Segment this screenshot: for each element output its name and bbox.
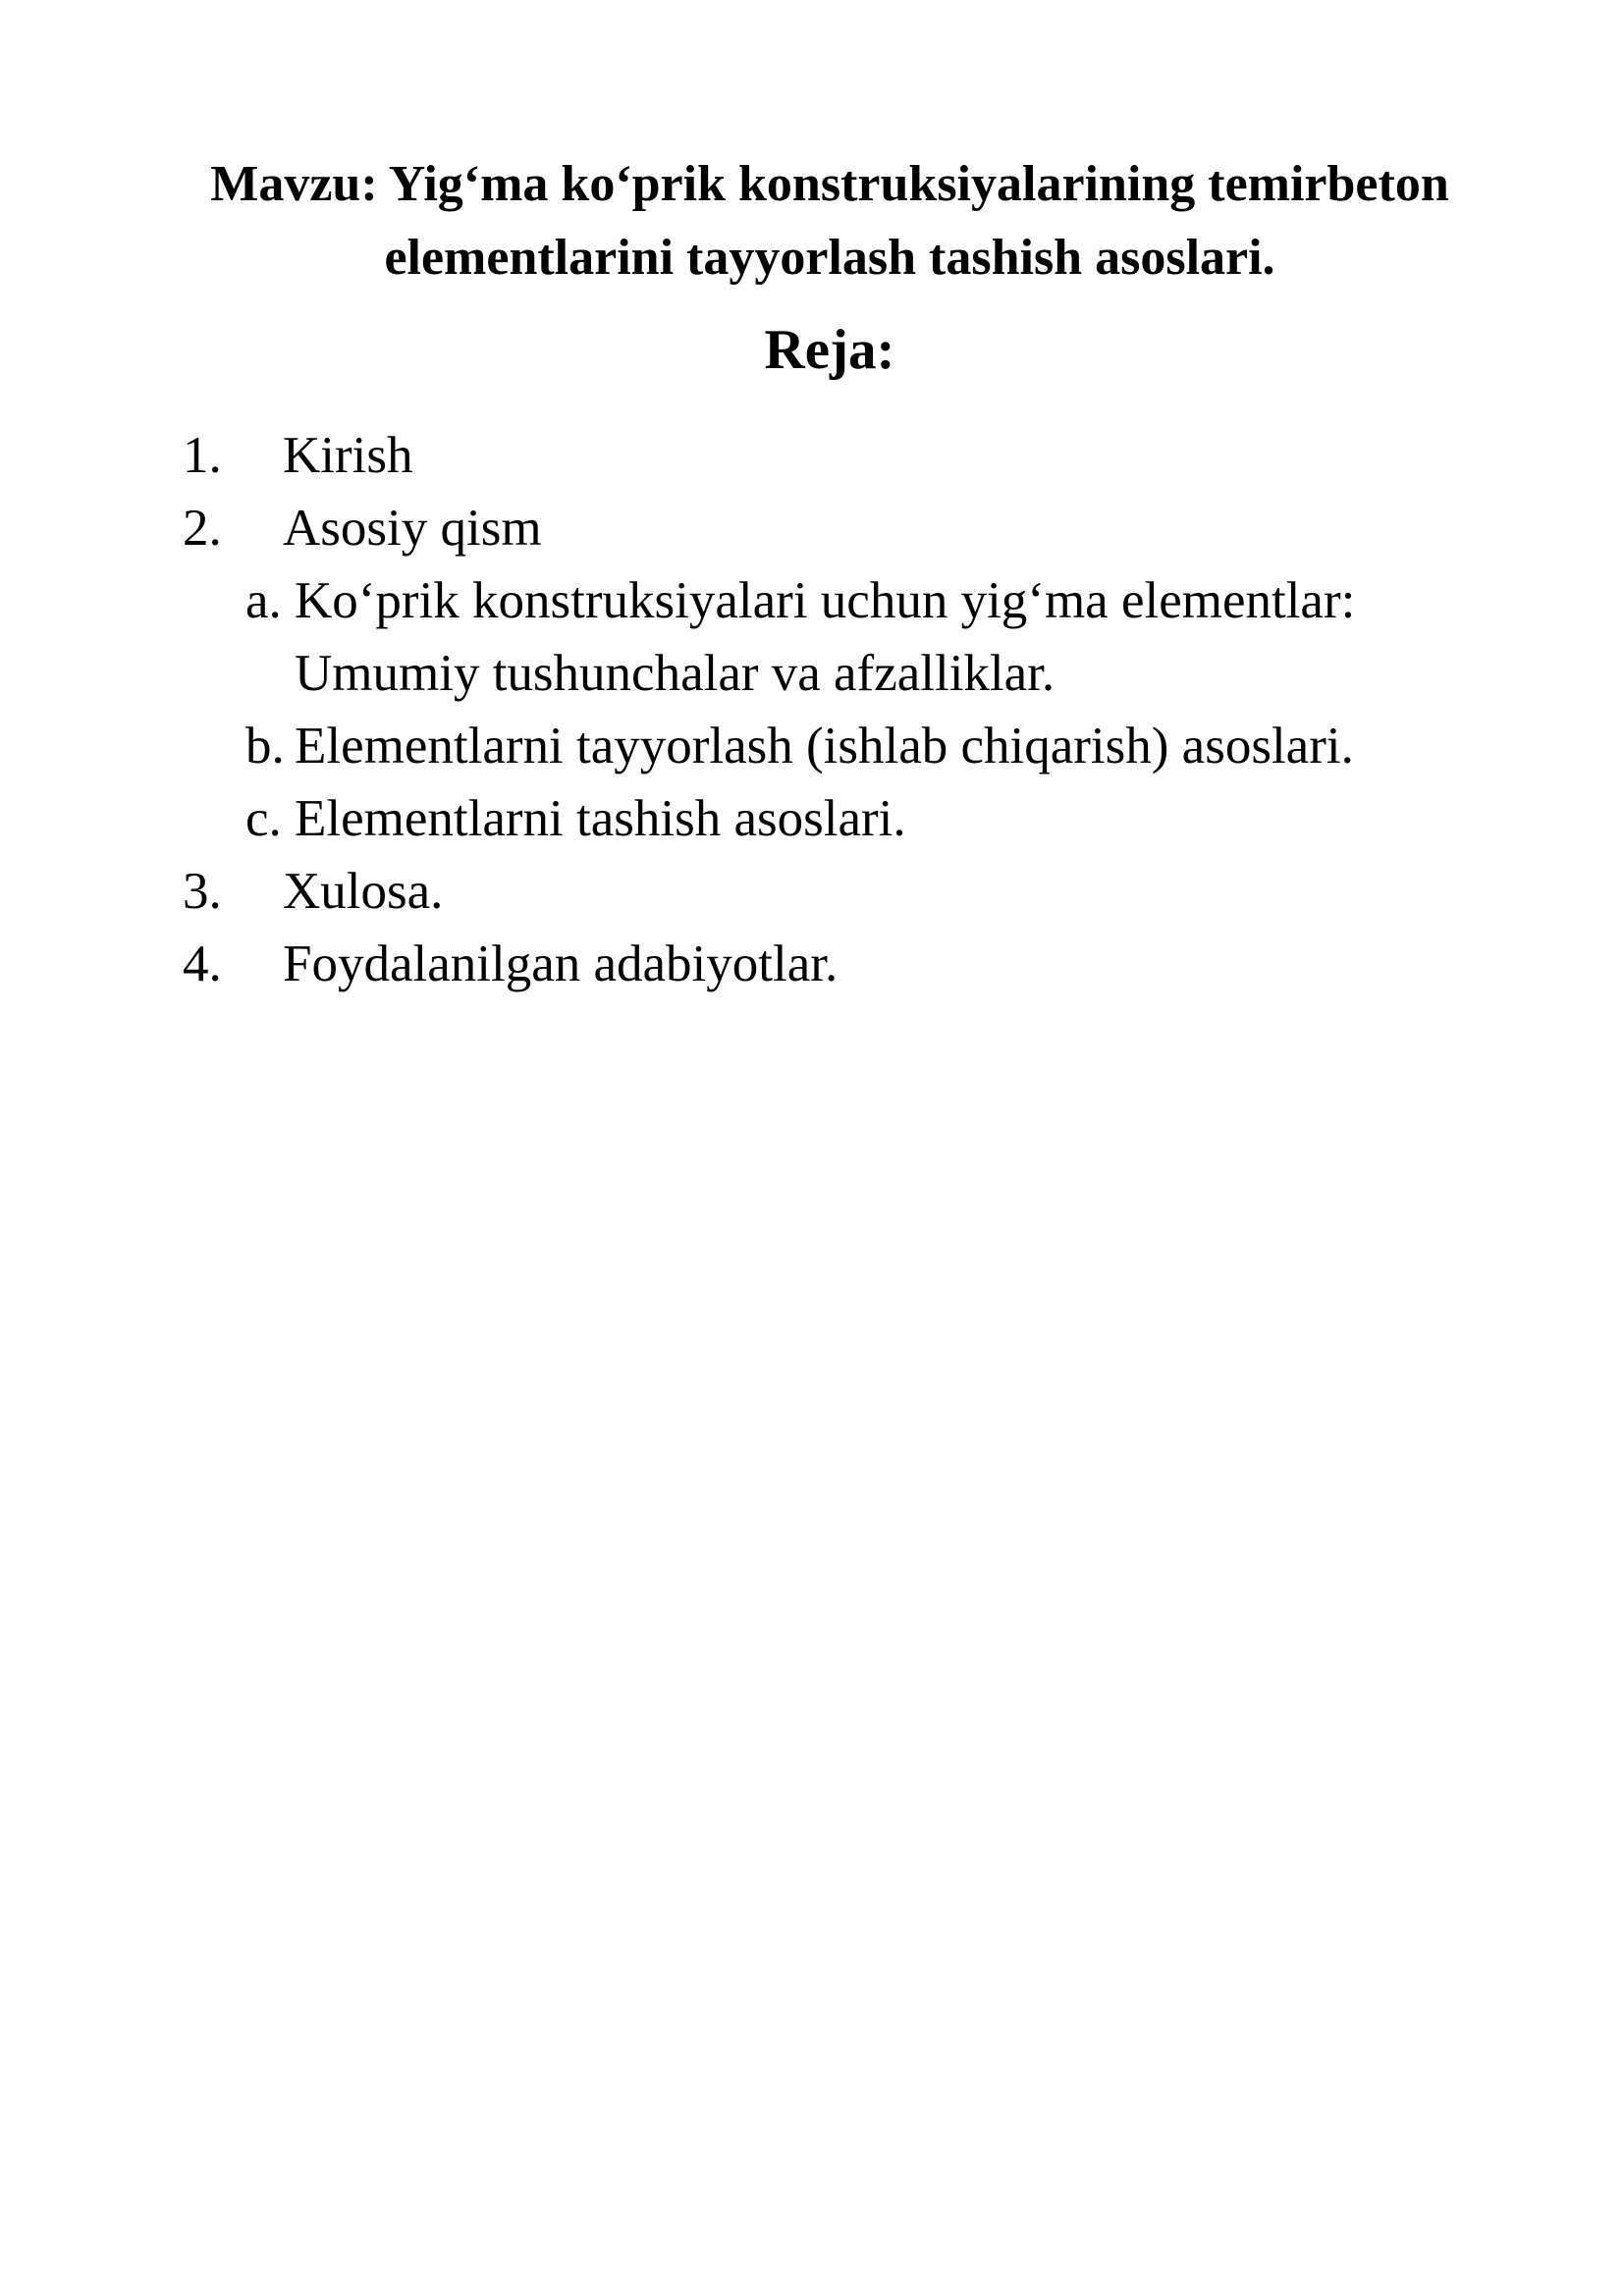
list-item-marker: 1. (183, 427, 222, 484)
list-item-text: Xulosa. (283, 863, 444, 920)
plan-heading: Reja: (764, 319, 895, 381)
title-line-2: elementlarini tayyorlash tashish asoslari. (384, 230, 1275, 286)
title-line-1: Mavzu: Yig‘ma ko‘prik konstruksiyalarining temirbeton (210, 156, 1449, 212)
sublist-item-marker: b. (245, 718, 285, 774)
list-item-text: Foydalanilgan adabiyotlar. (283, 935, 839, 992)
document-title (147, 147, 1512, 294)
sublist-item-text: Elementlarni tayyorlash (ishlab chiqarish) asoslari. (295, 718, 1354, 774)
sublist-item-continuation: Umumiy tushunchalar va afzalliklar. (295, 645, 1056, 702)
list-item-text: Kirish (283, 427, 413, 484)
list-item-marker: 4. (183, 935, 222, 992)
sublist-item-marker: c. (245, 790, 282, 847)
list-item-marker: 2. (183, 500, 222, 557)
sublist-item-text: Ko‘prik konstruksiyalari uchun yig‘ma elementlar: (295, 572, 1356, 629)
sublist-item-marker: a. (245, 572, 282, 629)
list-item-text: Asosiy qism (283, 500, 542, 557)
list-item-marker: 3. (183, 863, 222, 920)
sublist-item-text: Elementlarni tashish asoslari. (295, 790, 906, 847)
